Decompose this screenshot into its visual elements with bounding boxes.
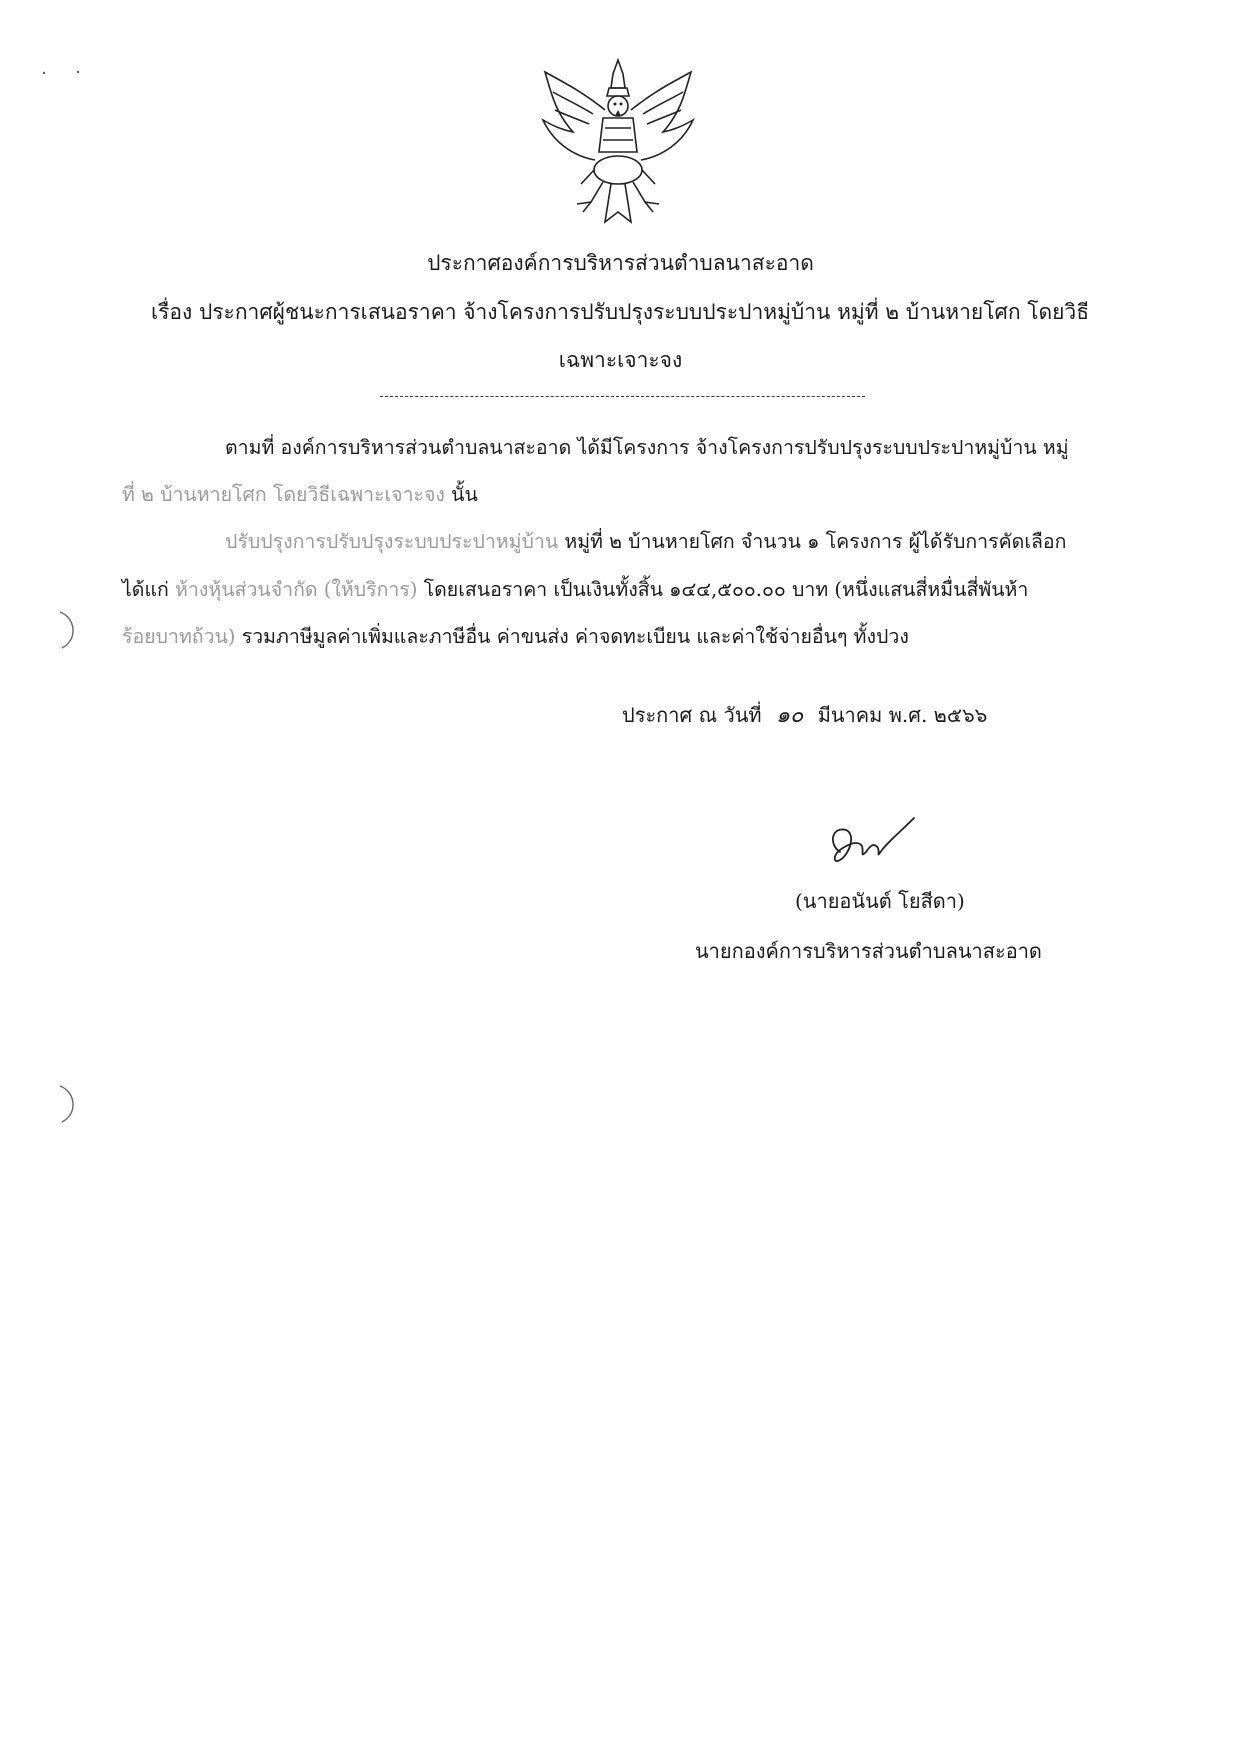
paragraph-1-line-1: ตามที่ องค์การบริหารส่วนตำบลนาสะอาด ได้มีโครงการ จ้างโครงการปรับปรุงระบบประปาหมู่บ้าน หมู่: [225, 436, 1069, 459]
signer-name: (นายอนันต์ โยสีดา): [795, 889, 965, 913]
faded-text: ห้างหุ้นส่วนจำกัด (ให้บริการ): [175, 578, 418, 601]
signer-title: นายกองค์การบริหารส่วนตำบลนาสะอาด: [695, 939, 1042, 963]
paragraph-1-line-2: [122, 480, 1122, 510]
paragraph-2-line-3: [122, 622, 1122, 652]
paragraph-2-line-2: [122, 575, 1122, 605]
announcement-date: [622, 700, 987, 731]
date-day: ๑๐: [775, 703, 804, 728]
faded-text: ที่ ๒ บ้านหายโศก โดยวิธีเฉพาะเจาะจง: [122, 483, 445, 506]
garuda-emblem-icon: [533, 52, 703, 230]
subject-line-1: เรื่อง ประกาศผู้ชนะการเสนอราคา จ้างโครงการปรับปรุงระบบประปาหมู่บ้าน หมู่ที่ ๒ บ้านหายโศก โดยวิธี: [150, 300, 1090, 324]
subject-line-2: เฉพาะเจาะจง: [558, 348, 683, 372]
faded-text: ปรับปรุงการปรับปรุงระบบประปาหมู่บ้าน: [225, 530, 559, 553]
text: นั้น: [444, 483, 478, 506]
handwritten-signature-icon: [818, 804, 928, 874]
faded-text: ร้อยบาทถ้วน): [122, 625, 236, 648]
text: โดยเสนอราคา เป็นเงินทั้งสิ้น ๑๔๔,๕๐๐.๐๐ บาท (หนึ่งแสนสี่หมื่นสี่พันห้า: [417, 578, 1029, 601]
date-month-year: มีนาคม พ.ศ. ๒๕๖๖: [817, 703, 988, 727]
announcement-title: ประกาศองค์การบริหารส่วนตำบลนาสะอาด: [427, 251, 814, 275]
text: หมู่ที่ ๒ บ้านหายโศก จำนวน ๑ โครงการ ผู้ได้รับการคัดเลือก: [558, 530, 1067, 553]
hole-punch-mark: [56, 1082, 84, 1126]
text: ได้แก่: [122, 578, 176, 601]
divider: [380, 396, 865, 397]
scan-dot-mark: [40, 68, 90, 78]
paragraph-2-line-1: [225, 527, 1120, 557]
hole-punch-mark: [56, 608, 84, 652]
date-prefix: ประกาศ ณ วันที่: [622, 703, 762, 727]
text: รวมภาษีมูลค่าเพิ่มและภาษีอื่น ค่าขนส่ง ค่าจดทะเบียน และค่าใช้จ่ายอื่นๆ ทั้งปวง: [235, 625, 909, 648]
